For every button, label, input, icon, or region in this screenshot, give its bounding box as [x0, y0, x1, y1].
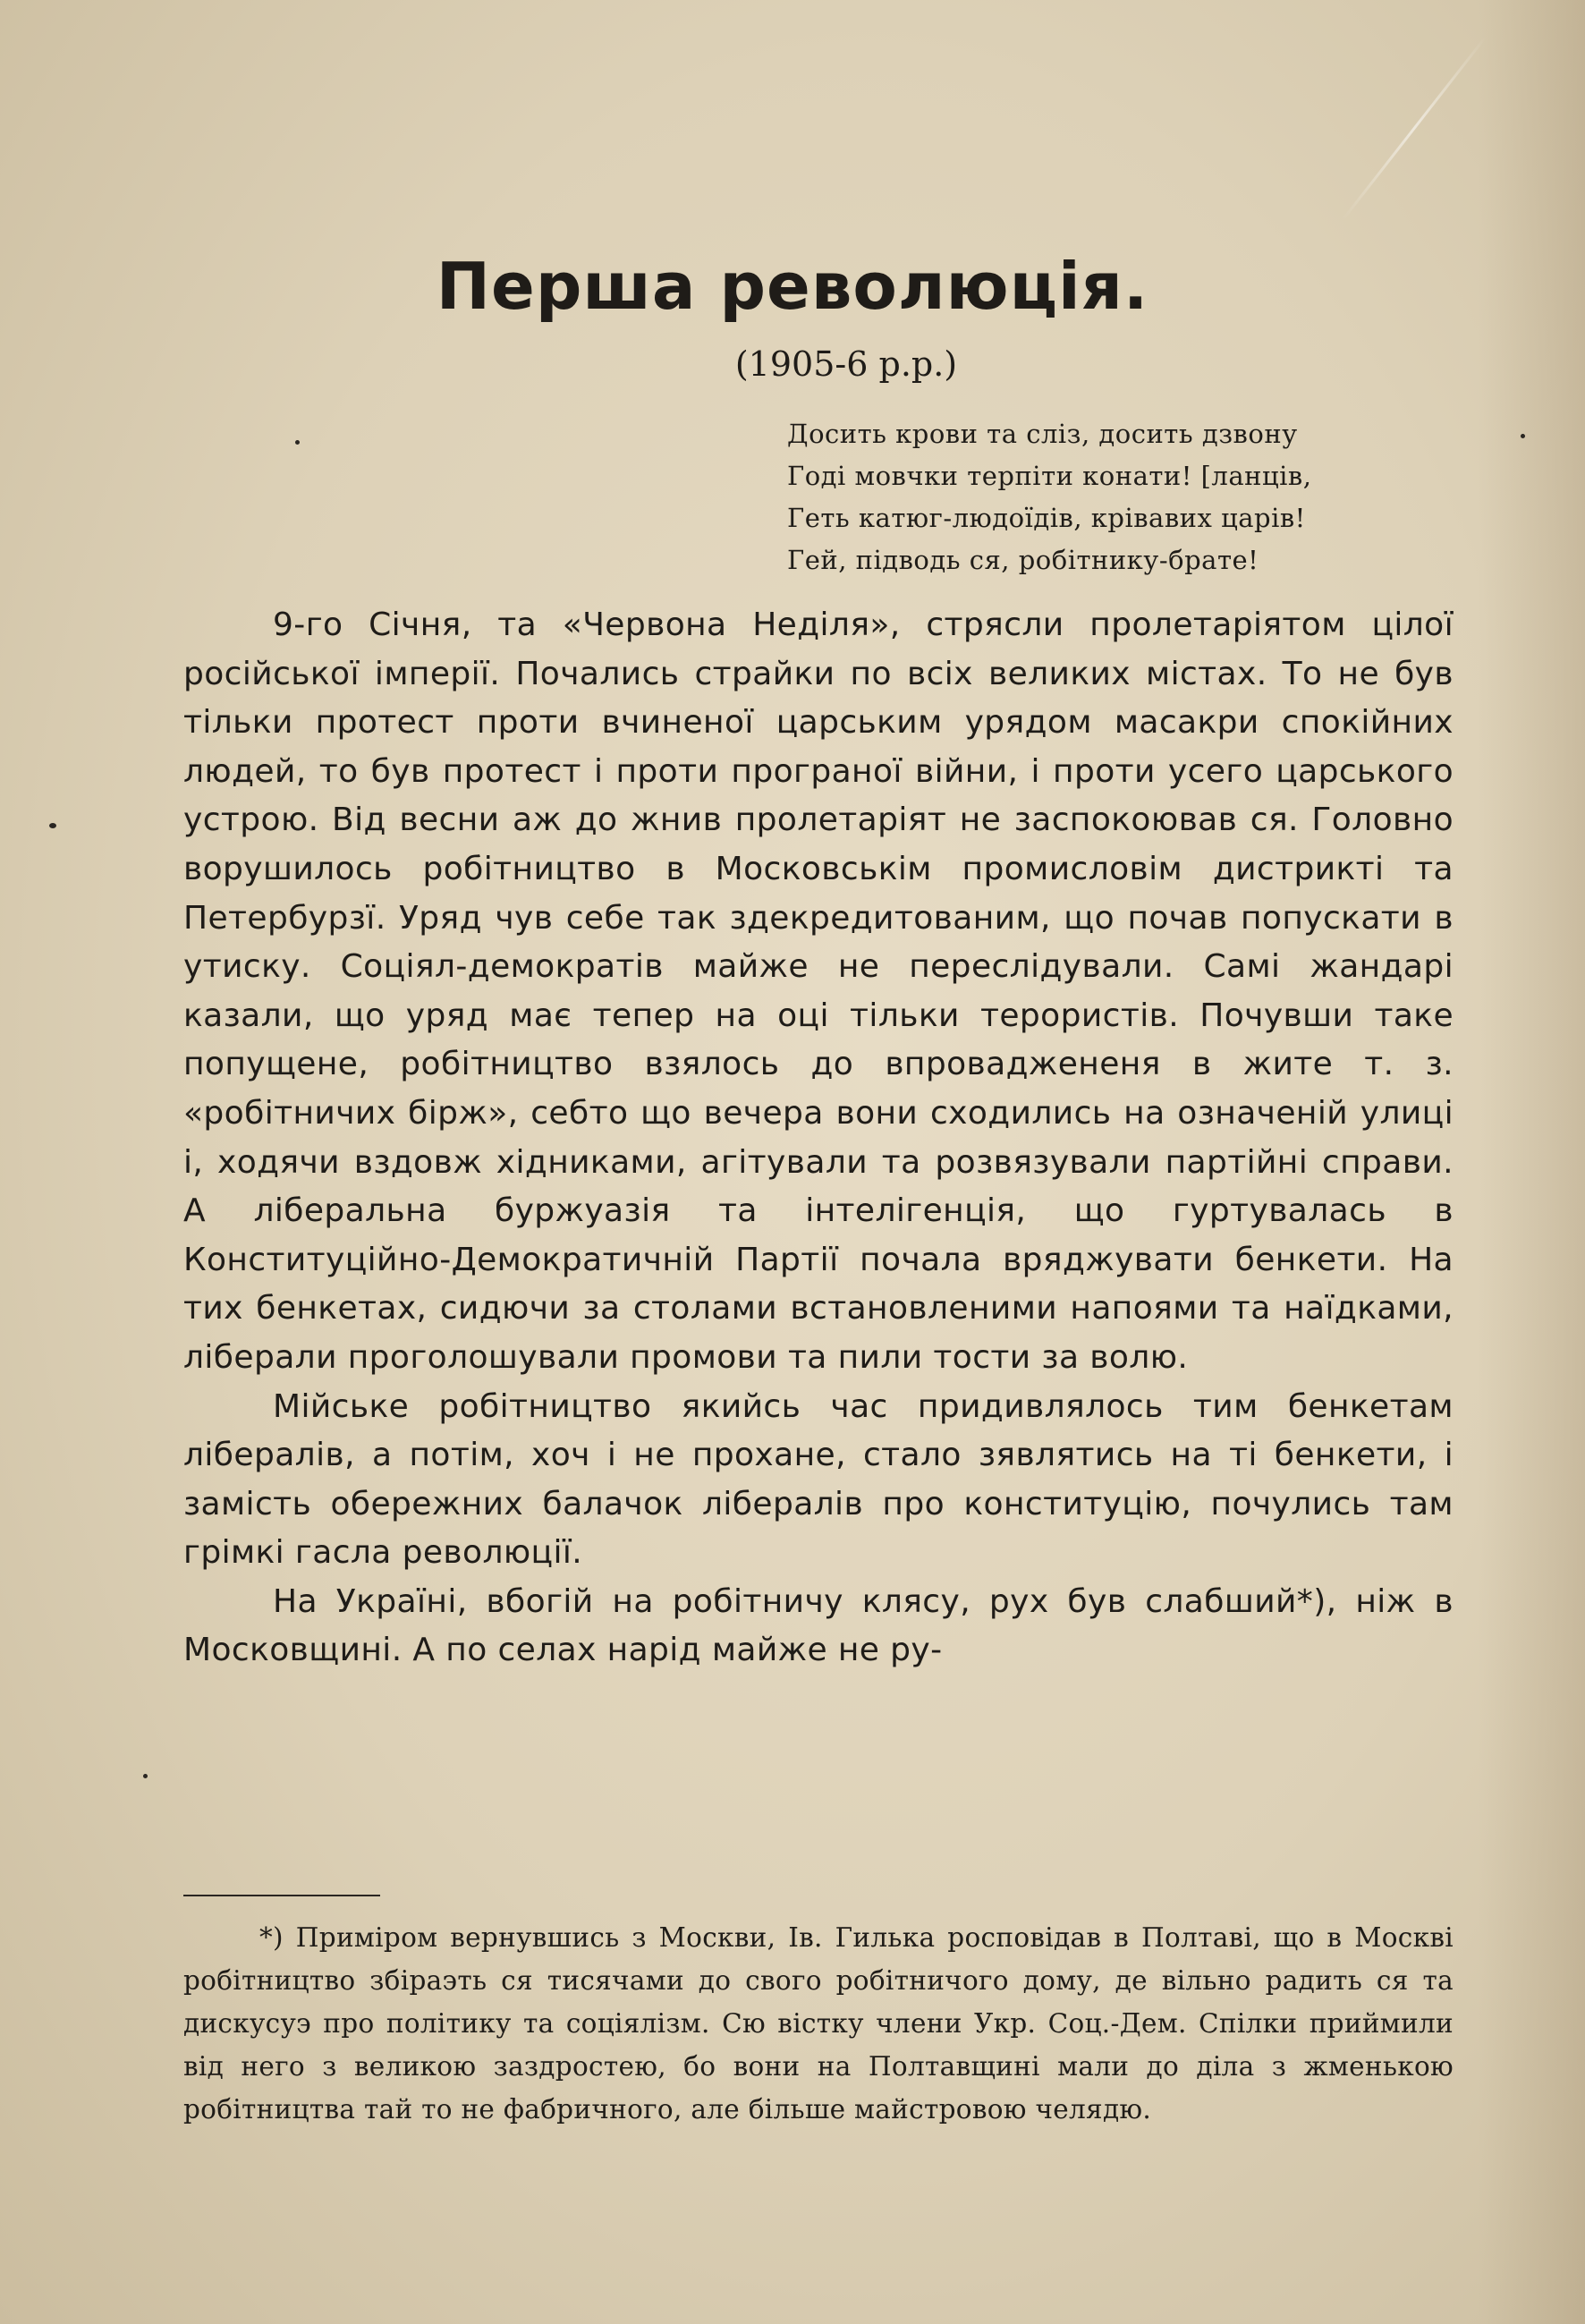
paper-speck	[143, 1774, 148, 1778]
paper-speck	[1521, 434, 1525, 438]
page-title: Перша революція.	[436, 249, 1149, 324]
body-text	[183, 601, 1454, 1675]
epigraph-line: Досить крови та сліз, досить дзвону	[787, 419, 1298, 449]
footnote	[183, 1916, 1454, 2131]
footnote-text: *) Приміром вернувшись з Москви, Ів. Гилька росповідав в Полтаві, що в Москві робітництво збіраэть ся тисячами до свого робітничого дому, де вільно радить ся та дискусуэ про політику та соціялізм. Сю вістку члени Укр. Соц.-Дем. Спілки приймили від него з великою заздростею, бо вони на Полтавщині мали до діла з жменькою робітництва тай то не фабричного, але більше майстровою челядю.	[183, 1922, 1454, 2125]
epigraph-line: Геть катюг-людоїдів, крівавих царів!	[787, 503, 1306, 533]
epigraph-line: Гей, підводь ся, робітнику-брате!	[787, 545, 1259, 575]
paragraph: На Україні, вбогій на робітничу клясу, рух був слабший*), ніж в Московщині. А по селах нарід майже не ру-	[183, 1582, 1454, 1669]
epigraph	[787, 413, 1467, 581]
footnote-divider	[183, 1895, 380, 1896]
paragraph: Мійське робітництво якийсь час придивлялось тим бенкетам лібералів, а потім, хоч і не прохане, стало зявлятись на ті бенкети, і замість обережних балачок лібералів про конституцію, почулись там грімкі гасла революції.	[183, 1387, 1454, 1572]
page-subtitle: (1905-6 р.р.)	[734, 344, 958, 384]
paper-speck	[295, 440, 300, 445]
epigraph-line: Годі мовчки терпіти конати! [ланців,	[787, 461, 1312, 491]
paper-crease	[1342, 36, 1487, 221]
paper-speck	[49, 823, 56, 828]
paragraph: 9-го Січня, та «Червона Неділя», стрясли пролетаріятом цілої російської імперії. Почались страйки по всіх великих містах. То не був тільки протест проти вчиненої царським урядом масакри спокійних людей, то був протест і проти програної війни, і проти усего царського устрою. Від весни аж до жнив пролетаріят не заспокоював ся. Головно ворушилось робітництво в Московськім промисловім дистрикті та Петербурзї. Уряд чув себе так здекредитованим, що почав попускати в утиску. Соціял-демократів майже не переслідували. Самі жандарі казали, що уряд має тепер на оці тільки терористів. Почувши таке попущене, робітництво взялось до впроваджененя в жите т. з. «робітничих бірж», себто що вечера вони сходились на означеній улиці і, ходячи вздовж хідниками, агітували та розвязували партійні справи. А ліберальна буржуазія та інтелігенція, що гуртувалась в Конституційно-Демократичній Партії почала вряджувати бенкети. На тих бенкетах, сидючи за столами встановленими напоями та наїдками, ліберали проголошували промови та пили тости за волю.	[183, 606, 1454, 1376]
